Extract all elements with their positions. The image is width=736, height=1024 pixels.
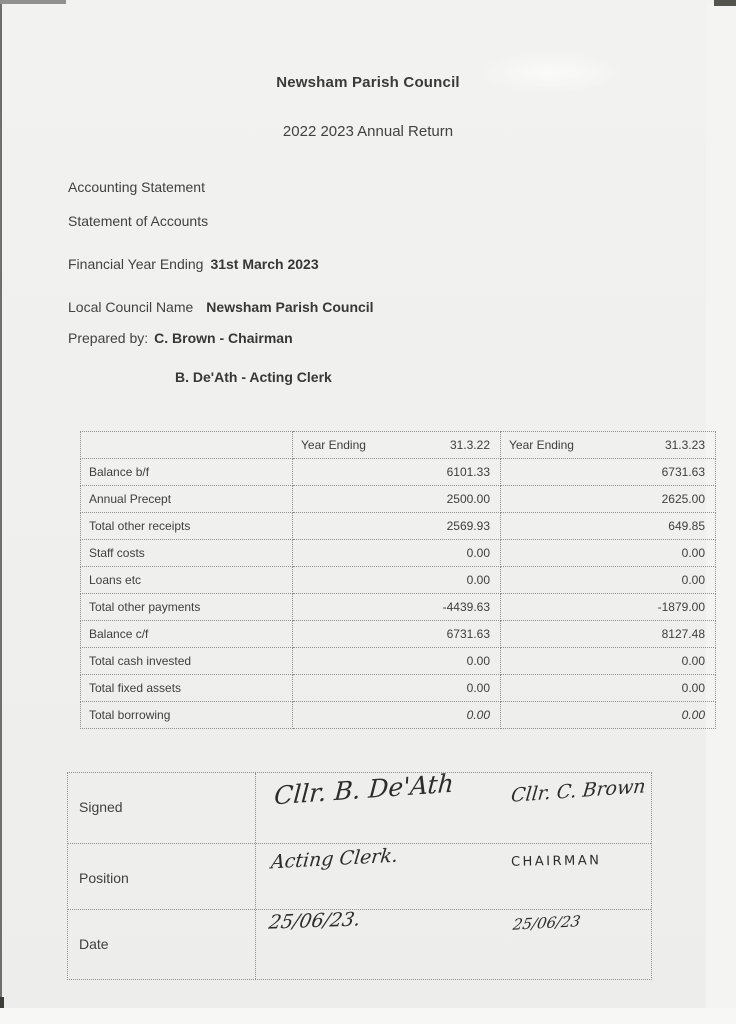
field-financial-year <box>68 256 319 272</box>
accounts-row <box>81 513 716 540</box>
accounts-value-2023: -1879.00 <box>501 594 716 621</box>
page-title: Newsham Parish Council <box>276 74 460 91</box>
header-empty-cell <box>81 432 293 459</box>
accounts-table <box>80 431 716 729</box>
handwritten-entry-right: CHAIRMAN <box>510 853 602 870</box>
year-ending-label: Year Ending <box>301 438 366 452</box>
accounts-value-2023: 8127.48 <box>501 621 716 648</box>
year-ending-date-2023: 31.3.23 <box>664 438 705 452</box>
field-value: B. De'Ath - Acting Clerk <box>175 369 332 385</box>
accounts-row-label: Total fixed assets <box>81 675 293 702</box>
accounts-row-label: Total cash invested <box>81 648 293 675</box>
accounts-value-2022: 2569.93 <box>293 513 501 540</box>
accounts-row <box>81 621 716 648</box>
accounts-value-2022: -4439.63 <box>293 594 501 621</box>
signature-table <box>67 768 652 980</box>
accounts-value-2022: 0.00 <box>293 675 501 702</box>
field-prepared-by <box>68 330 293 346</box>
accounts-value-2022: 0.00 <box>293 648 501 675</box>
accounts-row <box>81 567 716 594</box>
accounts-value-2023: 0.00 <box>501 702 716 729</box>
signature-row-cell <box>256 768 651 843</box>
signature-row-label: Position <box>68 844 256 909</box>
accounts-value-2022: 6101.33 <box>293 459 501 486</box>
accounts-value-2023: 0.00 <box>501 648 716 675</box>
accounts-value-2023: 0.00 <box>501 540 716 567</box>
scan-artifact-top-right <box>714 0 736 6</box>
signature-row-label: Date <box>68 910 256 979</box>
signature-row <box>68 910 651 979</box>
accounts-row-label: Annual Precept <box>81 486 293 513</box>
field-prepared-by-clerk <box>175 369 332 385</box>
header-year-2022-cell <box>293 432 501 459</box>
signature-row-cell <box>256 910 651 979</box>
field-council-name <box>68 299 374 315</box>
year-ending-label: Year Ending <box>509 438 574 452</box>
accounts-row-label: Total other receipts <box>81 513 293 540</box>
header-year-2023-cell <box>501 432 716 459</box>
accounts-value-2022: 2500.00 <box>293 486 501 513</box>
accounts-row-label: Total borrowing <box>81 702 293 729</box>
signature-row-cell <box>256 844 651 909</box>
accounts-table-body <box>81 459 716 729</box>
accounts-row <box>81 540 716 567</box>
accounts-row <box>81 486 716 513</box>
scanner-bed-band <box>0 1008 736 1024</box>
accounts-row <box>81 648 716 675</box>
accounts-row <box>81 675 716 702</box>
field-label: Local Council Name <box>68 299 194 315</box>
year-ending-date-2022: 31.3.22 <box>449 438 490 452</box>
accounts-header-row <box>81 432 716 459</box>
signature-row <box>68 768 651 844</box>
accounts-row-label: Loans etc <box>81 567 293 594</box>
accounts-row-label: Total other payments <box>81 594 293 621</box>
accounts-value-2023: 649.85 <box>501 513 716 540</box>
accounts-value-2023: 0.00 <box>501 567 716 594</box>
accounts-value-2023: 2625.00 <box>501 486 716 513</box>
accounts-row <box>81 594 716 621</box>
scan-edge-left <box>0 0 2 1008</box>
accounts-value-2022: 0.00 <box>293 702 501 729</box>
accounts-row-label: Staff costs <box>81 540 293 567</box>
heading-statement-of-accounts: Statement of Accounts <box>68 213 209 229</box>
accounts-value-2022: 0.00 <box>293 567 501 594</box>
heading-accounting-statement: Accounting Statement <box>68 179 205 195</box>
handwritten-entry-left: 25/06/23. <box>267 908 363 934</box>
accounts-value-2022: 6731.63 <box>293 621 501 648</box>
field-value: C. Brown - Chairman <box>154 330 293 346</box>
accounts-row-label: Balance c/f <box>81 621 293 648</box>
field-label: Financial Year Ending <box>68 256 204 272</box>
signature-row-label: Signed <box>68 773 256 843</box>
accounts-row-label: Balance b/f <box>81 459 293 486</box>
field-value: 31st March 2023 <box>210 256 319 272</box>
field-value: Newsham Parish Council <box>206 299 374 315</box>
accounts-value-2023: 6731.63 <box>501 459 716 486</box>
accounts-value-2023: 0.00 <box>501 675 716 702</box>
handwritten-entry-right: 25/06/23 <box>511 912 582 934</box>
field-label: Prepared by: <box>68 330 149 346</box>
handwritten-entry-left: Acting Clerk. <box>269 844 400 874</box>
scan-artifact-top-left <box>0 0 66 4</box>
page-subtitle: 2022 2023 Annual Return <box>282 123 454 140</box>
handwritten-entry-right: Cllr. C. Brown <box>509 775 647 807</box>
handwritten-entry-left: Cllr. B. De'Ath <box>273 768 455 811</box>
signature-row <box>68 844 651 910</box>
accounts-value-2022: 0.00 <box>293 540 501 567</box>
accounts-row <box>81 702 716 729</box>
accounts-row <box>81 459 716 486</box>
